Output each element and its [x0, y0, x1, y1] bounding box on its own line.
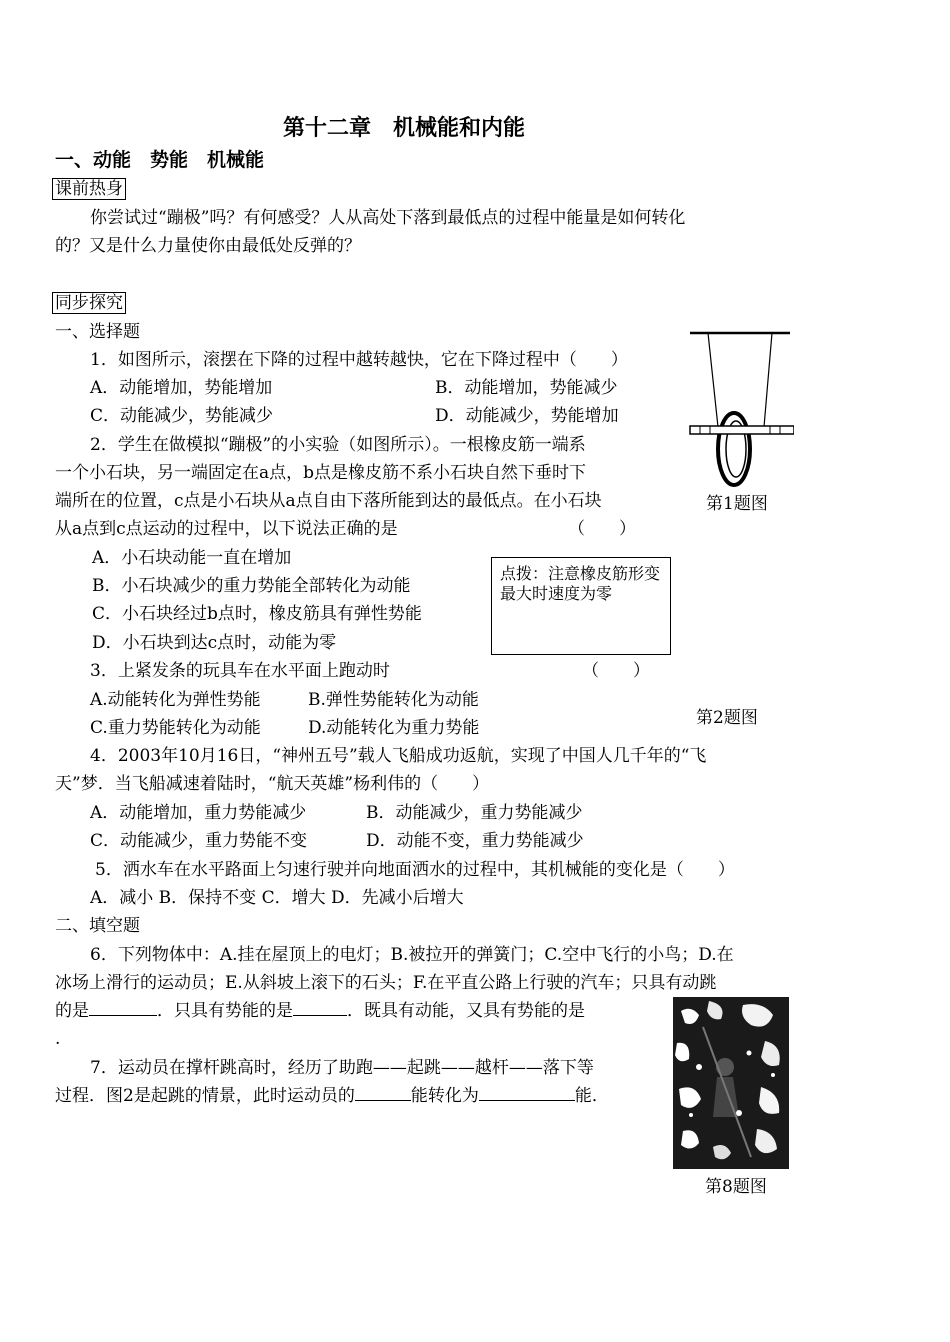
q6-blank-2[interactable] — [293, 1000, 347, 1016]
pole-vault-photo — [673, 997, 789, 1169]
q5-options: A．减小 B．保持不变 C．增大 D．先减小后增大 — [90, 888, 464, 908]
section-title: 一、动能 势能 机械能 — [55, 149, 265, 171]
q2-option-c: C．小石块经过b点时，橡皮筋具有弹性势能 — [92, 604, 422, 624]
q3-option-c: C.重力势能转化为动能 — [90, 718, 261, 738]
q6-text-b: ．只具有势能的是 — [157, 1001, 293, 1021]
q3-option-b: B.弹性势能转化为动能 — [308, 690, 479, 710]
warmup-line-1: 你尝试过“蹦极”吗？有何感受？人从高处下落到最低点的过程中能量是如何转化 — [90, 208, 686, 228]
q3-option-a: A.动能转化为弹性势能 — [90, 690, 261, 710]
q6-line-2: 冰场上滑行的运动员；E.从斜坡上滚下的石头；F.在平直公路上行驶的汽车；只具有动跳 — [55, 973, 717, 993]
q1-option-a: A．动能增加，势能增加 — [90, 378, 273, 398]
q7-text-b: 能转化为 — [410, 1086, 479, 1106]
maxwell-pendulum-figure — [686, 327, 794, 489]
q1-option-c: C．动能减少，势能减少 — [90, 406, 274, 426]
q4-option-d: D．动能不变，重力势能减少 — [366, 831, 584, 851]
q2-answer-paren: （ ） — [568, 519, 636, 539]
chapter-title: 第十二章 机械能和内能 — [283, 116, 526, 141]
q3-option-d: D.动能转化为重力势能 — [308, 718, 480, 738]
q7-text-a: 过程．图2是起跳的情景，此时运动员的 — [55, 1086, 355, 1106]
q4-line-2: 天”梦．当飞船减速着陆时，“航天英雄”杨利伟的（ ） — [55, 774, 490, 794]
q5-stem: 5．洒水车在水平路面上匀速行驶并向地面洒水的过程中，其机械能的变化是（ ） — [95, 860, 735, 880]
q2-option-d: D．小石块到达c点时，动能为零 — [92, 633, 337, 653]
q7-line-1: 7．运动员在撑杆跳高时，经历了助跑——起跳——越杆——落下等 — [90, 1058, 594, 1078]
q4-option-b: B．动能减少，重力势能减少 — [366, 803, 583, 823]
q6-line-1: 6．下列物体中：A.挂在屋顶上的电灯；B.被拉开的弹簧门；C.空中飞行的小鸟；D.在 — [90, 945, 734, 965]
q1-option-d: D．动能减少，势能增加 — [435, 406, 619, 426]
q7-text-c: 能． — [574, 1086, 609, 1106]
q6-line-3 — [55, 1000, 585, 1022]
q3-stem: 3．上紧发条的玩具车在水平面上跑动时 — [90, 661, 390, 681]
q6-blank-1[interactable] — [89, 1000, 157, 1016]
warmup-label: 课前热身 — [52, 178, 126, 200]
mc-heading: 一、选择题 — [55, 322, 140, 342]
q6-line-4: . — [55, 1029, 61, 1049]
q2-option-b: B．小石块减少的重力势能全部转化为动能 — [92, 576, 411, 596]
warmup-line-2: 的？又是什么力量使你由最低处反弹的？ — [55, 236, 361, 256]
sync-label: 同步探究 — [52, 292, 126, 314]
q1-stem: 1．如图所示，滚摆在下降的过程中越转越快，它在下降过程中（ ） — [90, 350, 628, 370]
q3-answer-paren: （ ） — [582, 661, 650, 681]
q7-blank-2[interactable] — [479, 1085, 575, 1101]
fig1-caption: 第1题图 — [706, 494, 768, 514]
q6-text-a: 的是 — [55, 1001, 89, 1021]
fig2-caption: 第2题图 — [696, 708, 758, 728]
q2-line-3: 端所在的位置，c点是小石块从a点自由下落所能到达的最低点。在小石块 — [55, 491, 602, 511]
q6-text-c: ．既具有动能，又具有势能的是 — [347, 1001, 585, 1021]
q4-option-a: A．动能增加，重力势能减少 — [90, 803, 307, 823]
q7-blank-1[interactable] — [355, 1085, 411, 1101]
q4-option-c: C．动能减少，重力势能不变 — [90, 831, 308, 851]
q2-line-4: 从a点到c点运动的过程中，以下说法正确的是 — [55, 519, 398, 539]
q7-line-2 — [55, 1085, 609, 1107]
q1-option-b: B．动能增加，势能减少 — [435, 378, 618, 398]
q2-option-a: A．小石块动能一直在增加 — [92, 548, 292, 568]
fill-heading: 二、填空题 — [55, 916, 140, 936]
hint-box: 点拨：注意橡皮筋形变最大时速度为零 — [491, 557, 671, 655]
fig8-caption: 第8题图 — [705, 1177, 767, 1197]
q4-line-1: 4．2003年10月16日，“神州五号”载人飞船成功返航，实现了中国人几千年的“飞 — [90, 746, 707, 766]
q2-line-2: 一个小石块，另一端固定在a点，b点是橡皮筋不系小石块自然下垂时下 — [55, 463, 587, 483]
q2-line-1: 2．学生在做模拟“蹦极”的小实验（如图所示）。一根橡皮筋一端系 — [90, 435, 586, 455]
